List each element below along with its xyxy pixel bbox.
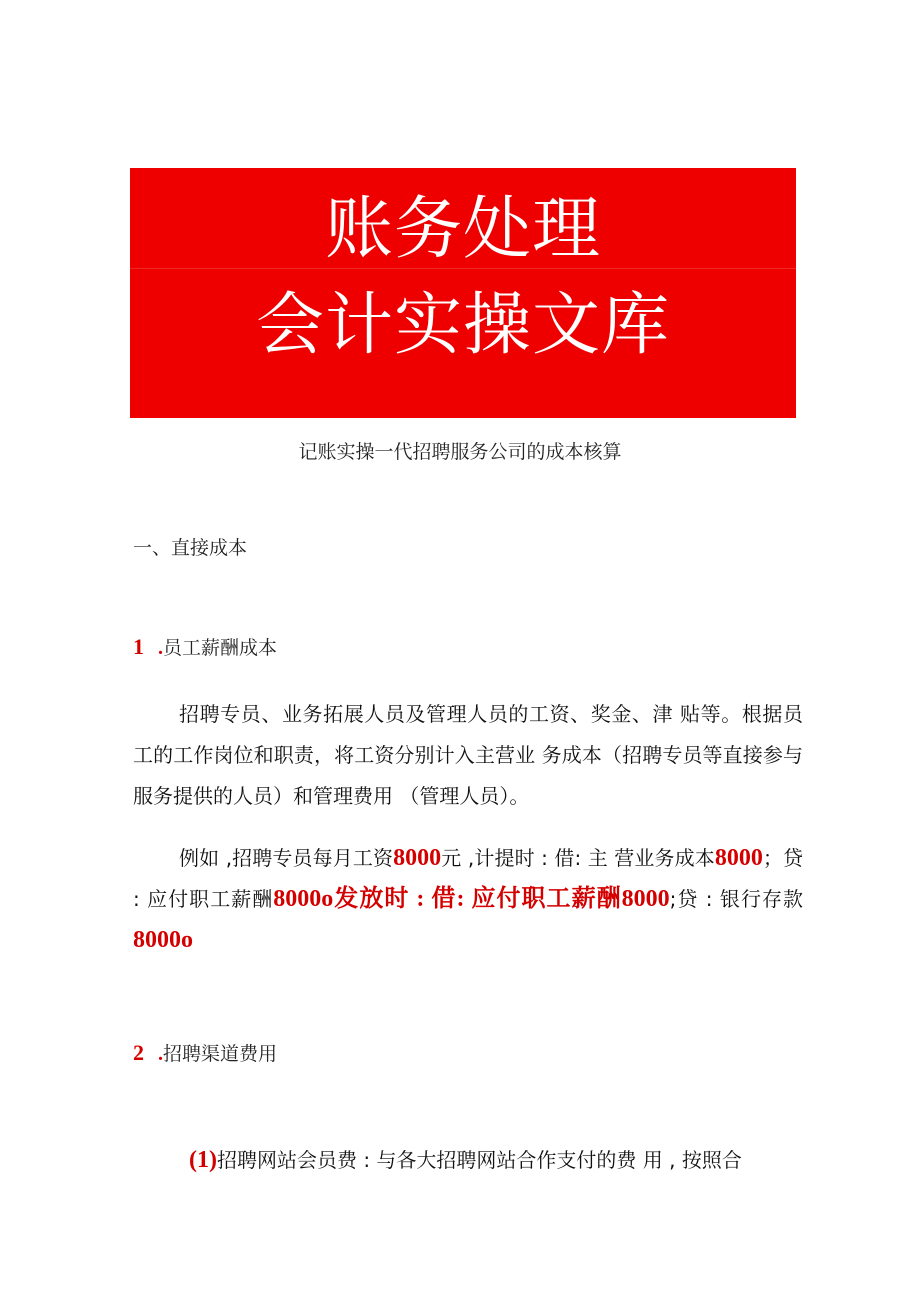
- example-text-4: o发放时 : 借: 应付职工薪酬: [321, 886, 622, 912]
- banner-title-line2: 会计实操文库: [255, 286, 670, 365]
- item-title: 员工薪酬成本: [163, 637, 278, 659]
- example-text: [133, 838, 803, 961]
- example-text-3: ；贷 : 应付职工薪酬: [133, 846, 804, 911]
- paragraph-website-fee: [133, 1140, 803, 1181]
- amount-2: 8000: [714, 845, 763, 871]
- example-text-5: ;贷 : 银行存款: [669, 887, 803, 911]
- sub-item-text: 招聘网站会员费 : 与各大招聘网站合作支付的费 用 , 按照合: [216, 1148, 742, 1172]
- amount-1: 8000: [393, 845, 442, 871]
- paragraph-salary-example: [133, 838, 803, 961]
- item-number: 2: [133, 1040, 144, 1065]
- paragraph-text: 招聘专员、业务拓展人员及管理人员的工资、奖金、津 贴等。根据员工的工作岗位和职责，将工资分别计入主营业 务成本（招聘专员等直接参与服务提供的人员）和管理费用 （管理人员）。: [133, 702, 803, 808]
- item-heading-salary-cost: [133, 634, 277, 661]
- sub-item-label: (1): [189, 1147, 217, 1173]
- document-subtitle: 记账实操一代招聘服务公司的成本核算: [298, 441, 622, 463]
- item-heading-channel-cost: [133, 1040, 277, 1067]
- section-heading-direct-cost: 一、直接成本: [133, 537, 248, 559]
- item-dot: .: [158, 637, 163, 659]
- amount-5: 8000: [133, 927, 181, 953]
- example-text-2: 元 ,计提时 : 借: 主 营业务成本: [441, 846, 715, 870]
- amount-4: 8000: [621, 886, 670, 912]
- banner-title-line1: 账务处理: [324, 190, 601, 269]
- item-number: 1: [133, 634, 144, 659]
- example-text-1: 例如 ,招聘专员每月工资: [179, 846, 394, 870]
- item-dot: .: [158, 1043, 163, 1065]
- item-title: 招聘渠道费用: [163, 1043, 278, 1065]
- amount-3: 8000: [273, 886, 322, 912]
- example-text-6: o: [181, 927, 193, 953]
- title-banner: [130, 168, 796, 418]
- paragraph-salary-description: [133, 694, 803, 817]
